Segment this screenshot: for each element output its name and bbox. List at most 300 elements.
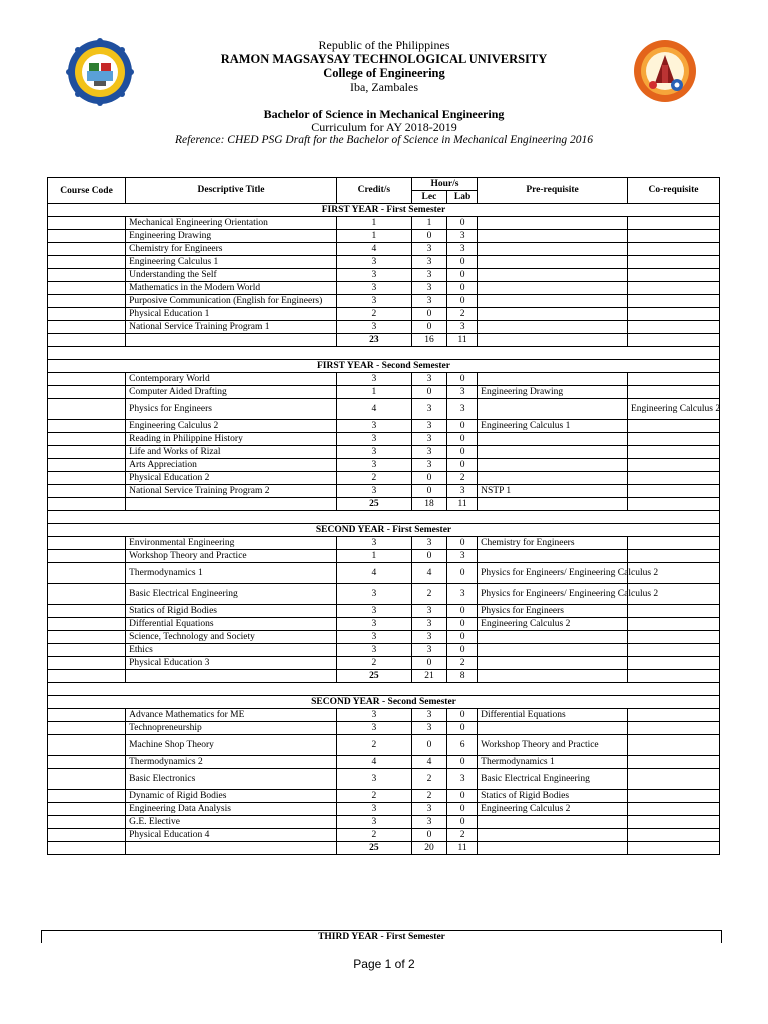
course-row [48, 321, 720, 334]
course-lec-hours: 3 [411, 420, 446, 433]
course-code [48, 256, 126, 269]
course-credits: 1 [336, 230, 411, 243]
header-credits: Credit/s [336, 178, 411, 204]
course-row [48, 618, 720, 631]
course-lec-hours: 3 [411, 631, 446, 644]
course-corequisite: Engineering Calculus 2 [627, 399, 719, 420]
course-credits: 3 [336, 769, 411, 790]
course-lab-hours: 0 [447, 295, 478, 308]
course-row [48, 295, 720, 308]
course-row [48, 399, 720, 420]
course-lab-hours: 0 [447, 605, 478, 618]
course-corequisite [627, 790, 719, 803]
course-row [48, 709, 720, 722]
course-prerequisite [478, 269, 628, 282]
next-semester-heading: THIRD YEAR - First Semester [41, 930, 722, 943]
total-blank [126, 670, 337, 683]
course-prerequisite: Engineering Drawing [478, 386, 628, 399]
course-lab-hours: 0 [447, 790, 478, 803]
course-credits: 3 [336, 644, 411, 657]
course-code [48, 803, 126, 816]
reference-note: Reference: CHED PSG Draft for the Bachelor of Science in Mechanical Engineering 2016 [175, 134, 593, 146]
course-row [48, 446, 720, 459]
total-blank [126, 498, 337, 511]
course-prerequisite [478, 657, 628, 670]
course-credits: 2 [336, 735, 411, 756]
course-lab-hours: 3 [447, 243, 478, 256]
course-credits: 3 [336, 295, 411, 308]
curriculum-year: Curriculum for AY 2018-2019 [311, 120, 457, 134]
course-corequisite [627, 537, 719, 550]
course-credits: 3 [336, 537, 411, 550]
course-code [48, 459, 126, 472]
course-title: Basic Electrical Engineering [126, 584, 337, 605]
course-title: G.E. Elective [126, 816, 337, 829]
course-prerequisite [478, 550, 628, 563]
total-blank [627, 670, 719, 683]
course-lab-hours: 3 [447, 230, 478, 243]
course-code [48, 386, 126, 399]
course-credits: 3 [336, 420, 411, 433]
course-corequisite [627, 230, 719, 243]
course-title: Environmental Engineering [126, 537, 337, 550]
header-corequisite: Co-requisite [627, 178, 719, 204]
course-prerequisite [478, 631, 628, 644]
location: Iba, Zambales [350, 80, 418, 94]
course-title: Engineering Data Analysis [126, 803, 337, 816]
total-blank [48, 334, 126, 347]
total-blank [48, 670, 126, 683]
course-lec-hours: 3 [411, 816, 446, 829]
course-code [48, 735, 126, 756]
course-code [48, 790, 126, 803]
course-corequisite [627, 217, 719, 230]
course-title: Physical Education 4 [126, 829, 337, 842]
course-title: Computer Aided Drafting [126, 386, 337, 399]
course-corequisite [627, 472, 719, 485]
course-prerequisite [478, 433, 628, 446]
total-credits: 23 [336, 334, 411, 347]
course-row [48, 282, 720, 295]
document-header [0, 38, 768, 94]
course-row [48, 373, 720, 386]
semester-spacer [48, 683, 720, 696]
course-lab-hours: 0 [447, 420, 478, 433]
course-credits: 2 [336, 657, 411, 670]
course-row [48, 459, 720, 472]
course-row [48, 722, 720, 735]
course-code [48, 308, 126, 321]
course-lab-hours: 0 [447, 433, 478, 446]
course-row [48, 631, 720, 644]
course-corequisite [627, 308, 719, 321]
course-row [48, 537, 720, 550]
course-code [48, 756, 126, 769]
course-lab-hours: 3 [447, 485, 478, 498]
header-course-code: Course Code [48, 178, 126, 204]
course-credits: 4 [336, 563, 411, 584]
course-lab-hours: 3 [447, 584, 478, 605]
course-row [48, 644, 720, 657]
course-prerequisite: Workshop Theory and Practice [478, 735, 628, 756]
course-row [48, 605, 720, 618]
course-row [48, 550, 720, 563]
course-title: Understanding the Self [126, 269, 337, 282]
course-lab-hours: 0 [447, 618, 478, 631]
course-prerequisite [478, 217, 628, 230]
course-corequisite [627, 420, 719, 433]
course-row [48, 256, 720, 269]
course-code [48, 485, 126, 498]
course-lec-hours: 0 [411, 386, 446, 399]
total-lec: 16 [411, 334, 446, 347]
total-blank [478, 670, 628, 683]
course-prerequisite [478, 446, 628, 459]
course-code [48, 420, 126, 433]
course-prerequisite [478, 295, 628, 308]
course-corequisite [627, 829, 719, 842]
total-blank [126, 334, 337, 347]
course-title: Physical Education 3 [126, 657, 337, 670]
course-title: Engineering Drawing [126, 230, 337, 243]
course-code [48, 399, 126, 420]
course-lec-hours: 3 [411, 433, 446, 446]
course-row [48, 790, 720, 803]
total-blank [478, 334, 628, 347]
course-lec-hours: 0 [411, 308, 446, 321]
course-lab-hours: 0 [447, 756, 478, 769]
course-lab-hours: 0 [447, 644, 478, 657]
course-corequisite [627, 735, 719, 756]
course-corequisite [627, 446, 719, 459]
course-prerequisite [478, 282, 628, 295]
course-row [48, 308, 720, 321]
course-code [48, 472, 126, 485]
total-lec: 21 [411, 670, 446, 683]
course-credits: 3 [336, 282, 411, 295]
course-lab-hours: 0 [447, 816, 478, 829]
semester-total-row [48, 670, 720, 683]
course-lec-hours: 3 [411, 269, 446, 282]
course-lab-hours: 2 [447, 308, 478, 321]
course-credits: 2 [336, 829, 411, 842]
course-lec-hours: 3 [411, 537, 446, 550]
course-code [48, 722, 126, 735]
course-prerequisite: Physics for Engineers [478, 605, 628, 618]
course-credits: 3 [336, 433, 411, 446]
course-credits: 1 [336, 550, 411, 563]
course-corequisite [627, 722, 719, 735]
course-lab-hours: 0 [447, 282, 478, 295]
course-corequisite [627, 605, 719, 618]
course-title: Chemistry for Engineers [126, 243, 337, 256]
total-blank [627, 842, 719, 855]
course-corequisite [627, 803, 719, 816]
course-credits: 3 [336, 321, 411, 334]
course-corequisite [627, 709, 719, 722]
course-prerequisite [478, 459, 628, 472]
course-lec-hours: 0 [411, 321, 446, 334]
course-title: Thermodynamics 1 [126, 563, 337, 584]
course-credits: 2 [336, 472, 411, 485]
course-code [48, 217, 126, 230]
course-row [48, 420, 720, 433]
course-prerequisite [478, 373, 628, 386]
total-credits: 25 [336, 498, 411, 511]
course-lec-hours: 3 [411, 803, 446, 816]
course-lab-hours: 0 [447, 256, 478, 269]
course-code [48, 709, 126, 722]
course-prerequisite: Chemistry for Engineers [478, 537, 628, 550]
course-title: Advance Mathematics for ME [126, 709, 337, 722]
course-corequisite [627, 295, 719, 308]
total-credits: 25 [336, 670, 411, 683]
course-title: Statics of Rigid Bodies [126, 605, 337, 618]
course-credits: 3 [336, 803, 411, 816]
course-title: Physical Education 2 [126, 472, 337, 485]
course-lab-hours: 0 [447, 722, 478, 735]
course-lab-hours: 0 [447, 631, 478, 644]
course-code [48, 433, 126, 446]
course-code [48, 631, 126, 644]
course-code [48, 605, 126, 618]
course-code [48, 550, 126, 563]
course-title: National Service Training Program 1 [126, 321, 337, 334]
course-title: Mathematics in the Modern World [126, 282, 337, 295]
course-code [48, 269, 126, 282]
course-lec-hours: 0 [411, 657, 446, 670]
course-row [48, 657, 720, 670]
course-lab-hours: 2 [447, 829, 478, 842]
course-prerequisite [478, 722, 628, 735]
semester-spacer [48, 511, 720, 524]
course-corequisite [627, 256, 719, 269]
course-title: Physical Education 1 [126, 308, 337, 321]
course-credits: 3 [336, 459, 411, 472]
course-corequisite [627, 485, 719, 498]
course-corequisite [627, 631, 719, 644]
course-title: Thermodynamics 2 [126, 756, 337, 769]
course-credits: 2 [336, 308, 411, 321]
total-blank [48, 498, 126, 511]
course-prerequisite: Engineering Calculus 1 [478, 420, 628, 433]
semester-heading: FIRST YEAR - Second Semester [48, 360, 720, 373]
course-lec-hours: 3 [411, 243, 446, 256]
program-block [0, 108, 768, 147]
course-row [48, 563, 720, 584]
course-credits: 1 [336, 386, 411, 399]
semester-heading: SECOND YEAR - First Semester [48, 524, 720, 537]
course-lec-hours: 3 [411, 644, 446, 657]
total-lab: 11 [447, 334, 478, 347]
course-row [48, 217, 720, 230]
course-lec-hours: 2 [411, 790, 446, 803]
course-lec-hours: 0 [411, 230, 446, 243]
course-lab-hours: 2 [447, 472, 478, 485]
course-credits: 3 [336, 269, 411, 282]
course-lec-hours: 1 [411, 217, 446, 230]
course-lab-hours: 2 [447, 657, 478, 670]
course-prerequisite [478, 308, 628, 321]
course-prerequisite: Engineering Calculus 2 [478, 803, 628, 816]
course-lec-hours: 3 [411, 282, 446, 295]
curriculum-table [47, 177, 720, 855]
course-title: Engineering Calculus 1 [126, 256, 337, 269]
course-credits: 3 [336, 446, 411, 459]
course-lab-hours: 3 [447, 386, 478, 399]
course-credits: 3 [336, 631, 411, 644]
total-lab: 11 [447, 842, 478, 855]
course-prerequisite: Differential Equations [478, 709, 628, 722]
course-corequisite [627, 769, 719, 790]
total-lec: 18 [411, 498, 446, 511]
page-number: Page 1 of 2 [353, 957, 415, 971]
course-row [48, 243, 720, 256]
course-prerequisite [478, 321, 628, 334]
course-lab-hours: 0 [447, 709, 478, 722]
course-code [48, 644, 126, 657]
course-lec-hours: 0 [411, 550, 446, 563]
total-lab: 11 [447, 498, 478, 511]
course-prerequisite: Statics of Rigid Bodies [478, 790, 628, 803]
course-code [48, 282, 126, 295]
course-corequisite [627, 373, 719, 386]
course-lab-hours: 6 [447, 735, 478, 756]
total-blank [478, 842, 628, 855]
course-lec-hours: 3 [411, 618, 446, 631]
course-code [48, 321, 126, 334]
course-row [48, 485, 720, 498]
course-title: Purposive Communication (English for Engineers) [126, 295, 337, 308]
course-credits: 3 [336, 709, 411, 722]
course-prerequisite: Physics for Engineers/ Engineering Calculus 2 [478, 584, 628, 605]
course-prerequisite [478, 644, 628, 657]
total-lec: 20 [411, 842, 446, 855]
total-blank [627, 498, 719, 511]
course-corequisite [627, 386, 719, 399]
semester-spacer [48, 347, 720, 360]
total-credits: 25 [336, 842, 411, 855]
course-corequisite [627, 644, 719, 657]
course-prerequisite [478, 230, 628, 243]
total-blank [627, 334, 719, 347]
course-title: Technopreneurship [126, 722, 337, 735]
course-lab-hours: 3 [447, 769, 478, 790]
course-prerequisite: Basic Electrical Engineering [478, 769, 628, 790]
course-lec-hours: 4 [411, 756, 446, 769]
course-code [48, 295, 126, 308]
university-name: RAMON MAGSAYSAY TECHNOLOGICAL UNIVERSITY [220, 52, 548, 66]
course-row [48, 584, 720, 605]
course-credits: 1 [336, 217, 411, 230]
course-credits: 4 [336, 399, 411, 420]
course-lab-hours: 0 [447, 459, 478, 472]
total-blank [126, 842, 337, 855]
course-row [48, 472, 720, 485]
course-credits: 3 [336, 605, 411, 618]
course-lec-hours: 0 [411, 735, 446, 756]
course-lec-hours: 2 [411, 584, 446, 605]
course-code [48, 537, 126, 550]
course-corequisite [627, 321, 719, 334]
course-prerequisite: Thermodynamics 1 [478, 756, 628, 769]
course-row [48, 803, 720, 816]
header-lab: Lab [447, 191, 478, 204]
course-code [48, 829, 126, 842]
course-lec-hours: 0 [411, 829, 446, 842]
course-prerequisite: Engineering Calculus 2 [478, 618, 628, 631]
course-title: Arts Appreciation [126, 459, 337, 472]
course-lab-hours: 0 [447, 269, 478, 282]
course-credits: 3 [336, 816, 411, 829]
course-code [48, 816, 126, 829]
course-title: Life and Works of Rizal [126, 446, 337, 459]
course-lab-hours: 3 [447, 399, 478, 420]
course-title: Reading in Philippine History [126, 433, 337, 446]
course-code [48, 373, 126, 386]
course-lec-hours: 0 [411, 485, 446, 498]
course-credits: 3 [336, 618, 411, 631]
course-row [48, 433, 720, 446]
course-lec-hours: 3 [411, 446, 446, 459]
course-credits: 3 [336, 722, 411, 735]
total-blank [48, 842, 126, 855]
course-corequisite [627, 550, 719, 563]
course-row [48, 386, 720, 399]
course-lec-hours: 3 [411, 459, 446, 472]
course-code [48, 230, 126, 243]
course-row [48, 769, 720, 790]
header-prerequisite: Pre-requisite [478, 178, 628, 204]
course-lab-hours: 0 [447, 217, 478, 230]
header-lec: Lec [411, 191, 446, 204]
course-row [48, 230, 720, 243]
college-name: College of Engineering [323, 66, 445, 80]
course-title: Machine Shop Theory [126, 735, 337, 756]
semester-total-row [48, 334, 720, 347]
semester-heading: SECOND YEAR - Second Semester [48, 696, 720, 709]
course-credits: 2 [336, 790, 411, 803]
course-code [48, 769, 126, 790]
course-lab-hours: 0 [447, 446, 478, 459]
total-blank [478, 498, 628, 511]
course-corequisite [627, 657, 719, 670]
course-prerequisite [478, 243, 628, 256]
course-row [48, 735, 720, 756]
course-lec-hours: 3 [411, 295, 446, 308]
course-row [48, 816, 720, 829]
course-lab-hours: 0 [447, 373, 478, 386]
course-prerequisite [478, 256, 628, 269]
course-title: Ethics [126, 644, 337, 657]
course-lec-hours: 4 [411, 563, 446, 584]
header-hours: Hour/s [411, 178, 477, 191]
course-prerequisite [478, 472, 628, 485]
course-corequisite [627, 618, 719, 631]
course-lab-hours: 0 [447, 537, 478, 550]
course-corequisite [627, 243, 719, 256]
course-lab-hours: 3 [447, 550, 478, 563]
course-corequisite [627, 816, 719, 829]
course-code [48, 657, 126, 670]
course-title: Differential Equations [126, 618, 337, 631]
course-lab-hours: 0 [447, 563, 478, 584]
course-code [48, 446, 126, 459]
course-prerequisite: NSTP 1 [478, 485, 628, 498]
course-code [48, 243, 126, 256]
semester-total-row [48, 498, 720, 511]
course-lec-hours: 3 [411, 605, 446, 618]
